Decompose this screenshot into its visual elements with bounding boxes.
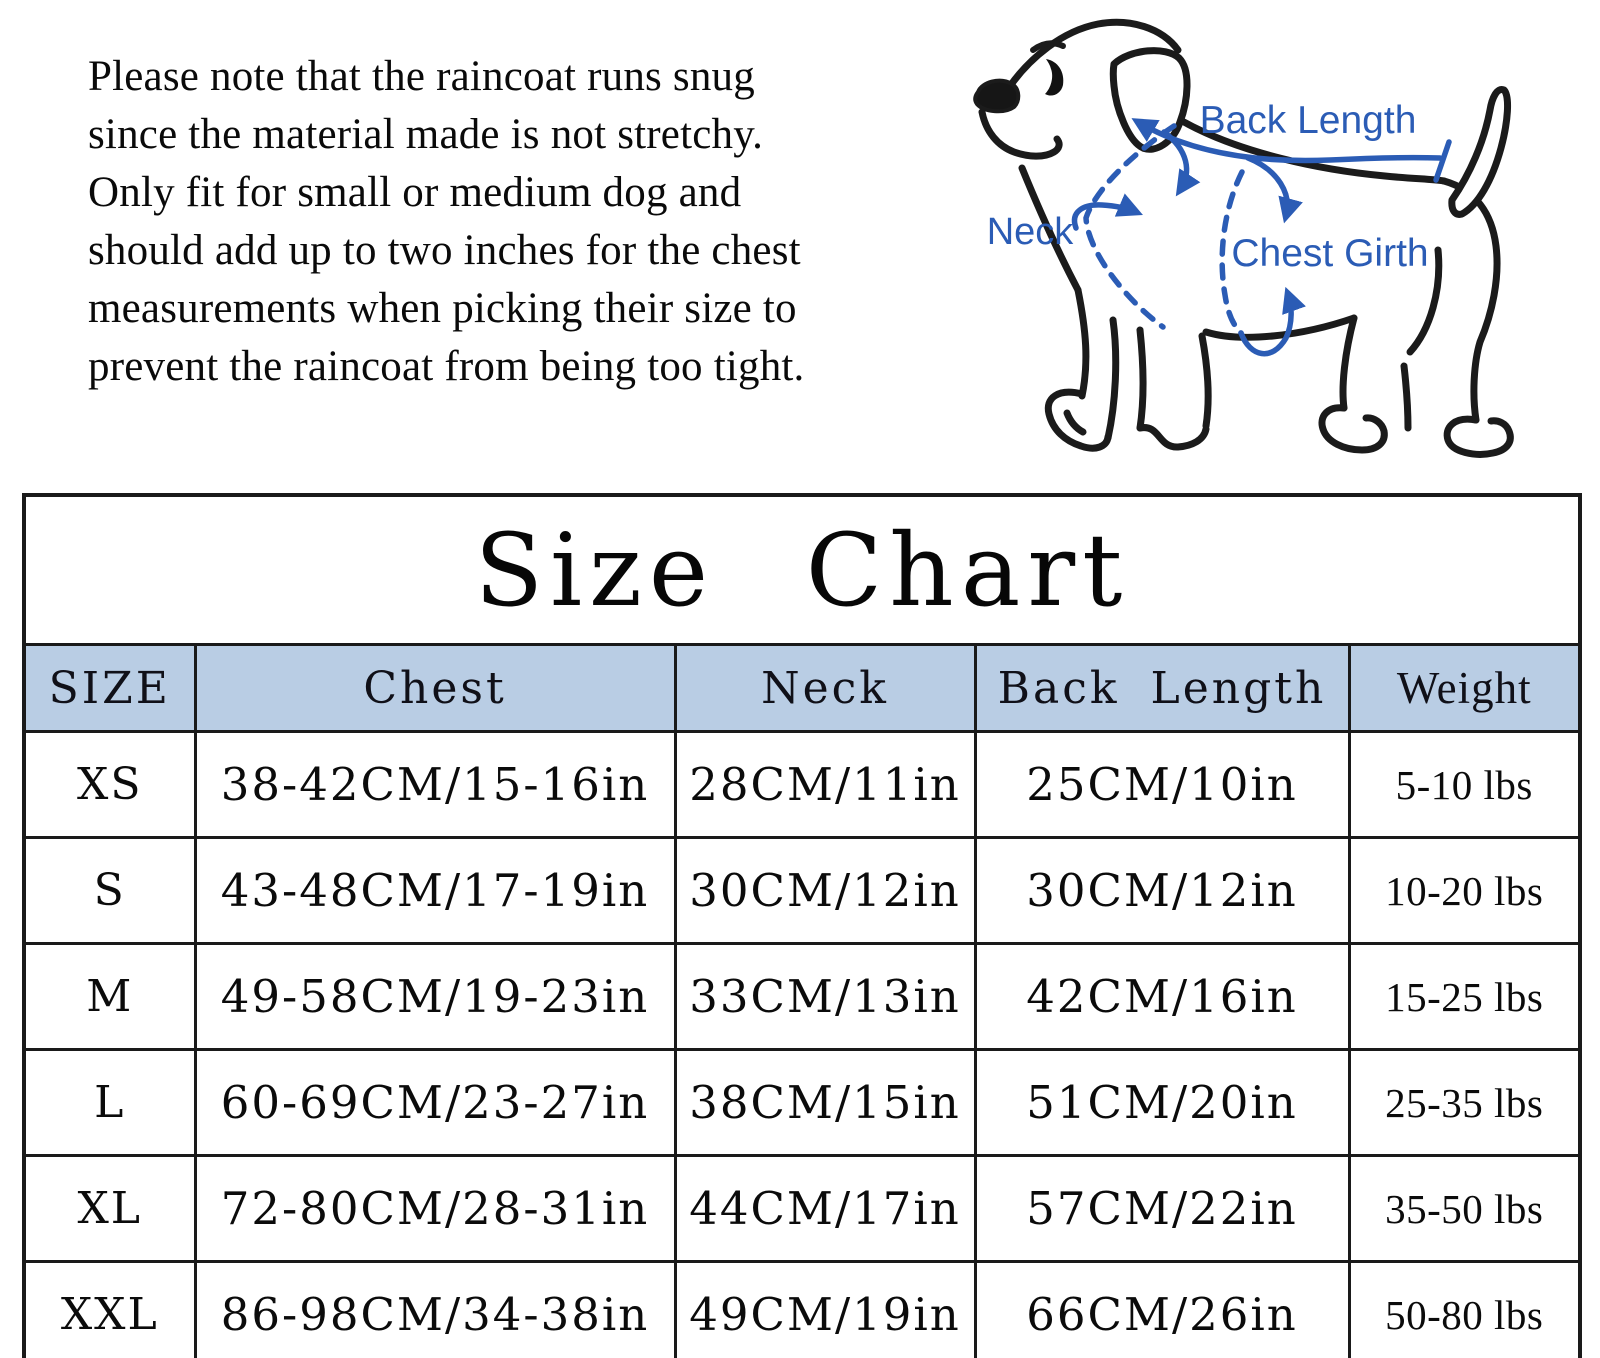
neck-dashed-line — [1086, 126, 1174, 327]
cell-back-length: 25CM/10in — [975, 732, 1349, 838]
cell-back-length: 57CM/22in — [975, 1156, 1349, 1262]
back-length-tick — [1436, 142, 1449, 180]
cell-size: XXL — [24, 1262, 195, 1358]
cell-size: XS — [24, 732, 195, 838]
chest-girth-label: Chest Girth — [1231, 232, 1429, 275]
note-line: prevent the raincoat from being too tight. — [88, 343, 805, 390]
cell-chest: 38-42CM/15-16in — [195, 732, 675, 838]
column-header-neck: Neck — [675, 645, 975, 732]
table-row — [24, 1262, 1580, 1358]
back-length-label: Back Length — [1199, 99, 1417, 142]
column-header-size: SIZE — [24, 645, 195, 732]
table-row — [24, 944, 1580, 1050]
cell-back-length: 51CM/20in — [975, 1050, 1349, 1156]
dog-ear — [1113, 51, 1187, 150]
cell-weight: 15-25 lbs — [1349, 944, 1580, 1050]
note-line: measurements when picking their size to — [88, 285, 797, 332]
cell-weight: 50-80 lbs — [1349, 1262, 1580, 1358]
cell-weight: 35-50 lbs — [1349, 1156, 1580, 1262]
dog-eye — [1045, 59, 1063, 96]
cell-back-length: 66CM/26in — [975, 1262, 1349, 1358]
note-line: Please note that the raincoat runs snug — [88, 53, 755, 100]
column-header-weight: Weight — [1349, 645, 1580, 732]
cell-chest: 72-80CM/28-31in — [195, 1156, 675, 1262]
measurement-labels — [987, 99, 1429, 275]
note-paragraph — [88, 48, 928, 396]
note-line: since the material made is not stretchy. — [88, 111, 764, 158]
cell-chest: 43-48CM/17-19in — [195, 838, 675, 944]
dog-nose — [975, 81, 1018, 112]
neck-label: Neck — [986, 211, 1074, 253]
cell-back-length: 42CM/16in — [975, 944, 1349, 1050]
cell-size: XL — [24, 1156, 195, 1262]
chest-arrow — [1248, 158, 1287, 216]
note-line: should add up to two inches for the chest — [88, 227, 801, 274]
title-row — [24, 495, 1580, 645]
table-row — [24, 1050, 1580, 1156]
column-header-back-length: Back Length — [975, 645, 1349, 732]
table-row — [24, 1156, 1580, 1262]
table-row — [24, 732, 1580, 838]
dog-diagram-svg — [930, 0, 1600, 480]
cell-weight: 5-10 lbs — [1349, 732, 1580, 838]
cell-weight: 10-20 lbs — [1349, 838, 1580, 944]
table-row — [24, 838, 1580, 944]
cell-neck: 33CM/13in — [675, 944, 975, 1050]
girth-bottom-arrow — [1241, 294, 1291, 354]
header-row — [24, 645, 1580, 732]
cell-size: S — [24, 838, 195, 944]
cell-neck: 30CM/12in — [675, 838, 975, 944]
cell-chest: 86-98CM/34-38in — [195, 1262, 675, 1358]
dog-tail — [1452, 90, 1508, 215]
size-chart-title: Size Chart — [24, 495, 1580, 645]
cell-neck: 44CM/17in — [675, 1156, 975, 1262]
dog-measurement-diagram — [930, 0, 1600, 480]
size-chart-table — [22, 493, 1582, 1358]
column-header-chest: Chest — [195, 645, 675, 732]
cell-weight: 25-35 lbs — [1349, 1050, 1580, 1156]
cell-size: L — [24, 1050, 195, 1156]
cell-chest: 49-58CM/19-23in — [195, 944, 675, 1050]
size-chart-section — [22, 493, 1578, 1358]
cell-neck: 49CM/19in — [675, 1262, 975, 1358]
cell-neck: 28CM/11in — [675, 732, 975, 838]
note-line: Only fit for small or medium dog and — [88, 169, 742, 216]
cell-size: M — [24, 944, 195, 1050]
cell-back-length: 30CM/12in — [975, 838, 1349, 944]
cell-chest: 60-69CM/23-27in — [195, 1050, 675, 1156]
cell-neck: 38CM/15in — [675, 1050, 975, 1156]
